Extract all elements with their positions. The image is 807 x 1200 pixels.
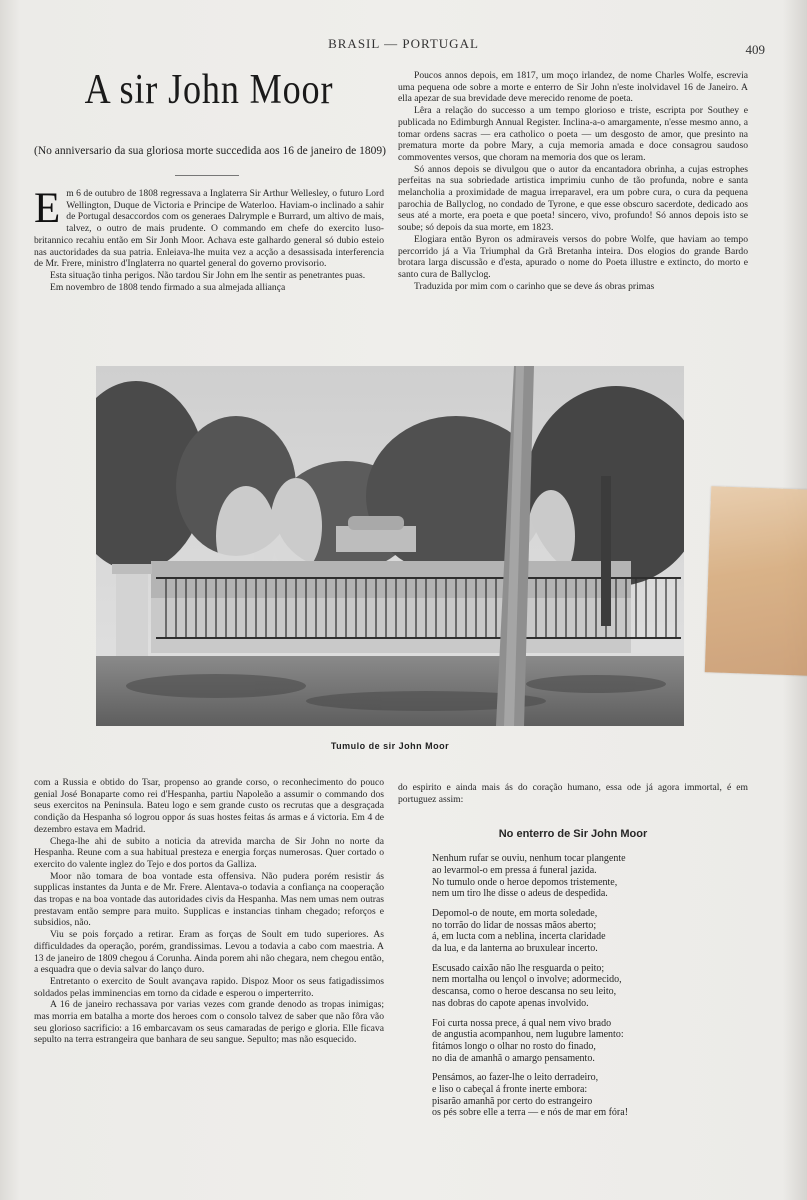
paragraph: Em novembro de 1808 tendo firmado a sua almejada alliança (50, 281, 286, 293)
paragraph: Em 6 de outubro de 1808 regressava a Inglaterra Sir Arthur Wellesley, o futuro Lord Wellington, Duque de Victoria e Principe de Waterloo. Haviam-o inclinado a sahir de Portugal desaccordos com os generaes Dalrymple e Burrard, um altivo de mais, talvez, o outro de mais prudente. O commando em chefe do exercito luso-britannico recahiu então em Sir Jonh Moor. Achava este galhardo general só dubio esteio nas auctoridades da sua patria. Enleiava-lhe muita vez a acção a desassisada interferencia de Mr. Frere, ministro d'Inglaterra no quartel general do governo provisorio. (34, 185, 384, 270)
poem-line: nem um tiro lhe disse o adeus de despedida. (432, 888, 608, 900)
paragraph: Esta situação tinha perigos. Não tardou Sir John em lhe sentir as penetrantes puas. (50, 269, 366, 281)
paragraph: Moor não tomara de boa vontade esta offensiva. Não pudera porém resistir ás supplicas instantes da Junta e de Mr. Frere. Alentava-o todavia a confiança na cooperação das tropas e na boa vontade das autoridades civis da Hespanha. Mas nem umas nem outras prestavam então sempre para muito. Supplicas e instancias tinham chegado; reforços e subsidios, não. (34, 870, 384, 929)
poem-line: fitámos longo o olhar no rosto do finado, (432, 1040, 596, 1052)
poem-line: e liso o cabeçal á fronte inerte embora: (432, 1084, 588, 1096)
adhesive-tape-stain (705, 486, 807, 676)
paragraph: Viu se pois forçado a retirar. Eram as forças de Soult em tudo superiores. As difficuldades da operação, porém, grandissimas. Levou a todavia a cabo com maestria. A 13 de janeiro de 1809 chegou á Corunha. Ainda porem ahi não chegara, nem chegou então, a esquadra que o devia salvar do lanço duro. (34, 929, 384, 976)
poem-line: Foi curta nossa prece, á qual nem vivo brado (432, 1017, 612, 1029)
poem-title: No enterro de Sir John Moor (498, 828, 648, 841)
left-column-top (34, 185, 384, 293)
paragraph: do espirito e ainda mais ás do coração humano, essa ode já agora immortal, é em portuguez assim: (398, 782, 748, 805)
poem-line: no dia de amanhã o amargo pensamento. (432, 1052, 595, 1064)
poem-stanza (432, 908, 748, 955)
paragraph: Lêra a relação do successo a um tempo glorioso e triste, escripta por Southey e publicada no Edimburgh Annual Register. Inclina-a-o amargamente, n'esse mesmo anno, a tomar ordens sacras — era catholico o poeta — um desgosto de amor, que presinto na prematura morte da pobre Mary, a cuja memoria amada e doce consagrou saudoso commoventes versos, que choram na memoria dos que os leram. (398, 105, 748, 163)
paragraph: A 16 de janeiro rechassava por varias vezes com grande denodo as tropas inimigas; mas morria em batalha a morte dos heroes com o consolo talvez de saber que não fôra vão seu glorioso sacrificio: a 16 embarcavam os seus camaradas de perigo e gloria. Elle ficava sepulto na terra estrangeira que banhara de seu sangue. Sepulto; mas não esquecido. (34, 999, 384, 1046)
poem-line: á, em lucta com a neblina, incerta claridade (432, 931, 606, 943)
drop-cap: E (34, 185, 61, 232)
poem-line: nas dobras do capote apenas involvido. (432, 997, 589, 1009)
paragraph: Só annos depois se divulgou que o autor da encantadora obrinha, a cujas estrophes perfeitas na sua sobriedade artistica imprimiu cunho de tão profunda, nobre e santa melancholia a proximidade de magua irreparavel, era um pobre cura, o cura da pequena parochia de Ballyclog, no condado de Tyrone, e que esse obscuro sacerdote, dedicado aos seus até a morte, era poeta e que poeta! sincero, vivo, profundo! Só annos depois isto se soube; só depois da sua morte, em 1823. (398, 163, 748, 234)
poem-line: Depomol-o de noute, em morta soledade, (432, 907, 598, 919)
poem-line: Escusado caixão não lhe resguarda o peito; (432, 962, 605, 974)
poem-stanza (432, 1072, 748, 1119)
page-number: 409 (745, 42, 765, 57)
article-title: A sir John Moor (84, 67, 334, 113)
paragraph: Chega-lhe ahi de subito a noticia da atrevida marcha de Sir John no norte da Hespanha. Reune com a sua habitual presteza e energia forças numerosas. Quer cortado o exercito do valente inglez do Tejo e dos portos da Galliza. (34, 835, 384, 870)
poem-line: nem mortalha ou lençol o involve; adormecido, (432, 974, 622, 986)
article-subtitle: (No anniversario da sua gloriosa morte succedida aos 16 de janeiro de 1809) (34, 145, 386, 157)
poem-line: no torrão do lidar de nossas mãos aberto; (432, 919, 597, 931)
poem-line: pisarão amanhã por certo do estrangeiro (432, 1095, 593, 1107)
poem-line: No tumulo onde o heroe depomos tristemente, (432, 876, 618, 888)
poem-line: ao levarmol-o em pressa á funeral jazida. (432, 864, 597, 876)
poem-line: de angustia acompanhou, nem lugubre lamento: (432, 1029, 624, 1041)
poem-stanza (432, 1018, 748, 1065)
poem-stanza (432, 963, 748, 1010)
poem-line: Nenhum rufar se ouviu, nenhum tocar plangente (432, 853, 626, 865)
poem-line: descansa, como o heroe descansa no seu leito, (432, 986, 617, 998)
right-column-bottom (398, 782, 748, 1127)
photo-caption: Tumulo de sir John Moor (330, 741, 450, 751)
paragraph: com a Russia e obtido do Tsar, propenso ao grande corso, o reconhecimento do pouco genial José Bonaparte como rei d'Hespanha, partiu Napoleão a assumir o commando dos seus exercitos na Peninsula. Bateu logo e sem grande custo os recrutas que a desgraçada condição da Hespanha só logrou oppor ás suas hostes feitas ás armas e á victoria. Em 4 de dezembro estava em Madrid. (34, 777, 384, 835)
left-column-bottom (34, 777, 384, 1046)
poem-line: da lua, e da lanterna ao bruxulear incerto. (432, 943, 598, 955)
running-title: BRASIL — PORTUGAL (328, 36, 479, 51)
tomb-photograph (96, 366, 684, 726)
poem-line: os pés sobre elle a terra — e nós de mar em fóra! (432, 1107, 629, 1119)
title-divider (175, 175, 239, 176)
right-column-top (398, 70, 748, 292)
paragraph: Poucos annos depois, em 1817, um moço irlandez, de nome Charles Wolfe, escrevia uma pequena ode sobre a morte e enterro de Sir John n'este inolvidavel 16 de Janeiro. A ella apezar de sua brevidade deve merecido renome de poeta. (398, 70, 748, 105)
poem-stanza (432, 853, 748, 900)
paragraph: Traduzida por mim com o carinho que se deve ás obras primas (414, 280, 655, 292)
paragraph: Elogiara então Byron os admiraveis versos do pobre Wolfe, que haviam ao tempo percorrido já a Via Triumphal da Grã Bretanha inteira. Dos elogios do grande Bardo brotara larga discussão e d'esta, apurado o nome do Poeta illustre e extincto, do morto e santo cura de Ballyclog. (398, 233, 748, 280)
poem-line: Pensámos, ao fazer-lhe o leito derradeiro, (432, 1072, 599, 1084)
paragraph: Entretanto o exercito de Soult avançava rapido. Dispoz Moor os seus fatigadissimos soldados pelas imminencias em torno da cidade e esperou o imperterrito. (34, 975, 384, 999)
